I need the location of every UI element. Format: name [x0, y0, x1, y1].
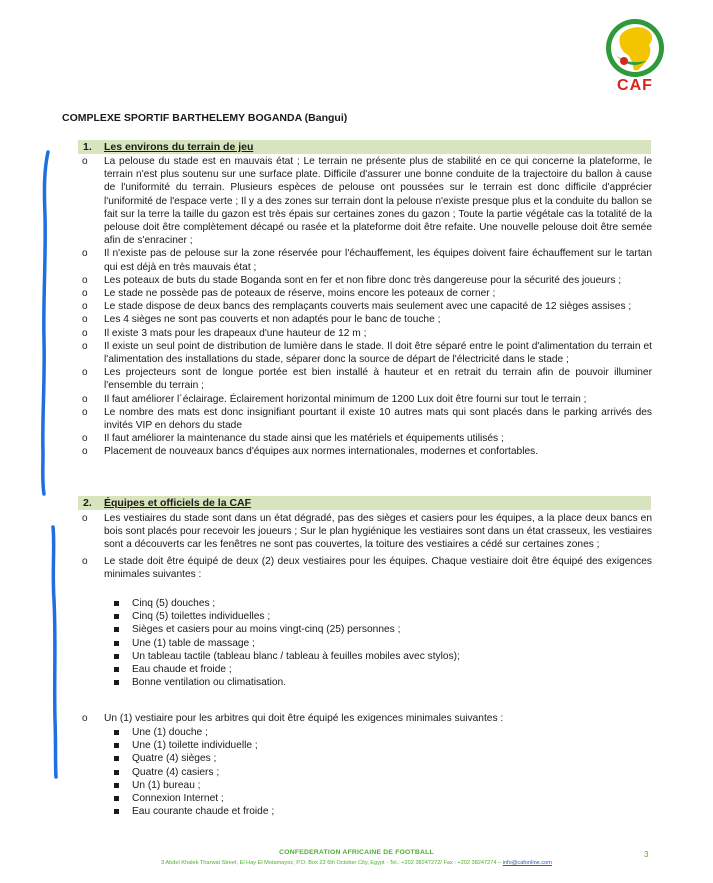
sub-list-item: Un tableau tactile (tableau blanc / tableau à feuilles mobiles avec stylos); [112, 650, 612, 663]
team-room-requirements-list [112, 597, 612, 689]
sub-list-item: Une (1) douche ; [112, 726, 612, 739]
circle-bullet-icon: o [82, 513, 88, 524]
footer-organization: CONFEDERATION AFRICAINE DE FOOTBALL [279, 849, 434, 856]
circle-bullet-icon: o [82, 327, 88, 339]
list-item: o Le stade ne possède pas de poteaux de réserve, moins encore les poteaux de corner ; [82, 288, 496, 300]
footer-email-link[interactable]: info@cafonline.com [502, 860, 552, 866]
circle-bullet-icon: o [82, 156, 88, 167]
circle-bullet-icon: o [82, 301, 88, 313]
circle-bullet-icon: o [82, 367, 88, 379]
sub-list-item: Eau courante chaude et froide ; [112, 805, 612, 818]
list-item: o Il existe 3 mats pour les drapeaux d'une hauteur de 12 m ; [82, 327, 367, 339]
referee-item-list [80, 712, 652, 725]
ball-icon [620, 57, 628, 65]
section-header-1 [78, 140, 651, 154]
circle-bullet-icon: o [82, 555, 88, 567]
referee-room-requirements-list [112, 726, 612, 818]
list-item: o Le nombre des mats est donc insignifiant pourtant il existe 10 autres mats qui sont placés dans le parking arrivés des invités VIP en dehors du stade [82, 406, 652, 432]
list-item: o La pelouse du stade est en mauvais état ; Le terrain ne présente plus de stabilité en ce qui concerne la plateforme, le terrain n'est plus soutenu sur une surface plate. Difficile d'assurer une bonne conduite de la trajectoire du ballon à cause de l'uniformité du terrain. Plusieurs espèces de pelouse ont poussées sur le terrain est donc difficile d'apprécier l'uniformité de l'espace verte ; Il y a des zones sur terrain dont la pelouse n'existe presque plus et la conduite du ballon se fait sur la terre la taille du gazon est très épais sur certaines zones du gazon ; Toute la partie végétale cas la totalité de la pelouse doit être complètement décapé ou rasée et la plateforme doit être refaite. Une nouvelle pelouse doit être semée afin de s'enraciner ; [82, 156, 652, 247]
sub-list-item: Quatre (4) sièges ; [112, 752, 612, 765]
sub-list-item: Une (1) toilette individuelle ; [112, 739, 612, 752]
circle-bullet-icon: o [82, 248, 88, 260]
sub-list-item: Quatre (4) casiers ; [112, 766, 612, 779]
list-item: o Le stade dispose de deux bancs des remplaçants couverts mais seulement avec une capacité de 12 sièges assises ; [82, 301, 632, 313]
sub-list-item: Sièges et casiers pour au moins vingt-cinq (25) personnes ; [112, 623, 612, 636]
circle-bullet-icon: o [82, 274, 88, 286]
section-header-2 [78, 496, 651, 510]
list-item: o Les 4 sièges ne sont pas couverts et non adaptés pour le banc de touche ; [82, 314, 441, 326]
circle-bullet-icon: o [82, 406, 88, 418]
annotation-bracket-1 [43, 152, 48, 494]
list-item: o Il existe un seul point de distribution de lumière dans le stade. Il doit être séparé entre le point d'alimentation du terrain et l'alimentation des installations du stade, séparer donc la source de départ de l'électricité dans le stade ; [82, 340, 652, 366]
sub-list-item: Eau chaude et froide ; [112, 663, 612, 676]
section-title: Les environs du terrain de jeu [104, 141, 254, 153]
list-item: o Il n'existe pas de pelouse sur la zone réservée pour l'échauffement, les équipes doivent faire échauffement sur le tartan qui est déjà en très mauvais état ; [82, 248, 652, 273]
list-item: o Placement de nouveaux bancs d'équipes aux normes internationales, modernes et confortables. [82, 446, 539, 458]
circle-bullet-icon: o [82, 288, 88, 300]
section-number: 2. [83, 497, 92, 509]
sub-list-item: Un (1) bureau ; [112, 779, 612, 792]
list-item: o Le stade doit être équipé de deux (2) deux vestiaires pour les équipes. Chaque vestiaire doit être équipé des exigences minimales suivantes : [82, 555, 652, 580]
list-item: o Il faut améliorer l´éclairage. Éclairement horizontal minimum de 1200 Lux doit être fourni sur tout le terrain ; [82, 393, 587, 405]
sub-list-item: Cinq (5) toilettes individuelles ; [112, 610, 612, 623]
list-item: o Les vestiaires du stade sont dans un état dégradé, pas des sièges et casiers pour les équipes, a la place deux bancs en bois sont placés pour recevoir les joueurs ; Sur le plan hygiénique les vestiaires sont dans un état crasseux, les vestiaires sont a découverts car les fenêtres ne sont pas couvertes, la toiture des vestiaires a cédé sur certaines zones ; [82, 513, 652, 551]
footer-address-text: 3 Abdel Khalek Tharwat Street, El Hay El Motamayez, P.O. Box 23 6th October City, Egypt - Tel.: +202 38247272/ Fax : +202 38247274 – [161, 860, 502, 866]
circle-bullet-icon: o [82, 433, 88, 445]
section-2-list [80, 512, 652, 581]
caf-logo [594, 14, 676, 94]
sub-list-item: Bonne ventilation ou climatisation. [112, 676, 612, 689]
circle-bullet-icon: o [82, 446, 88, 458]
circle-bullet-icon: o [82, 314, 88, 326]
list-item: o Il faut améliorer la maintenance du stade ainsi que les matériels et équipements utilisés ; [82, 433, 504, 445]
list-item: o Un (1) vestiaire pour les arbitres qui doit être équipé les exigences minimales suivantes : [82, 713, 504, 724]
section-title: Équipes et officiels de la CAF [104, 497, 252, 509]
page-title: COMPLEXE SPORTIF BARTHELEMY BOGANDA (Bangui) [62, 112, 348, 124]
circle-bullet-icon: o [82, 340, 88, 352]
svg-text:CAF: CAF [617, 77, 653, 94]
sub-list-item: Connexion Internet ; [112, 792, 612, 805]
page-number: 3 [644, 850, 649, 859]
list-item: o Les poteaux de buts du stade Boganda sont en fer et non fibre donc très dangereuse pour la sécurité des joueurs ; [82, 274, 622, 286]
circle-bullet-icon: o [82, 713, 88, 724]
footer-address [0, 860, 713, 866]
annotation-bracket-2 [53, 527, 56, 777]
section-number: 1. [83, 141, 92, 153]
list-item: o Les projecteurs sont de longue portée est bien installé à hauteur et en retrait du terrain afin de pouvoir illuminer l'ensemble du terrain ; [82, 367, 652, 392]
circle-bullet-icon: o [82, 393, 88, 405]
sub-list-item: Une (1) table de massage ; [112, 637, 612, 650]
section-1-list [80, 155, 652, 459]
sub-list-item: Cinq (5) douches ; [112, 597, 612, 610]
